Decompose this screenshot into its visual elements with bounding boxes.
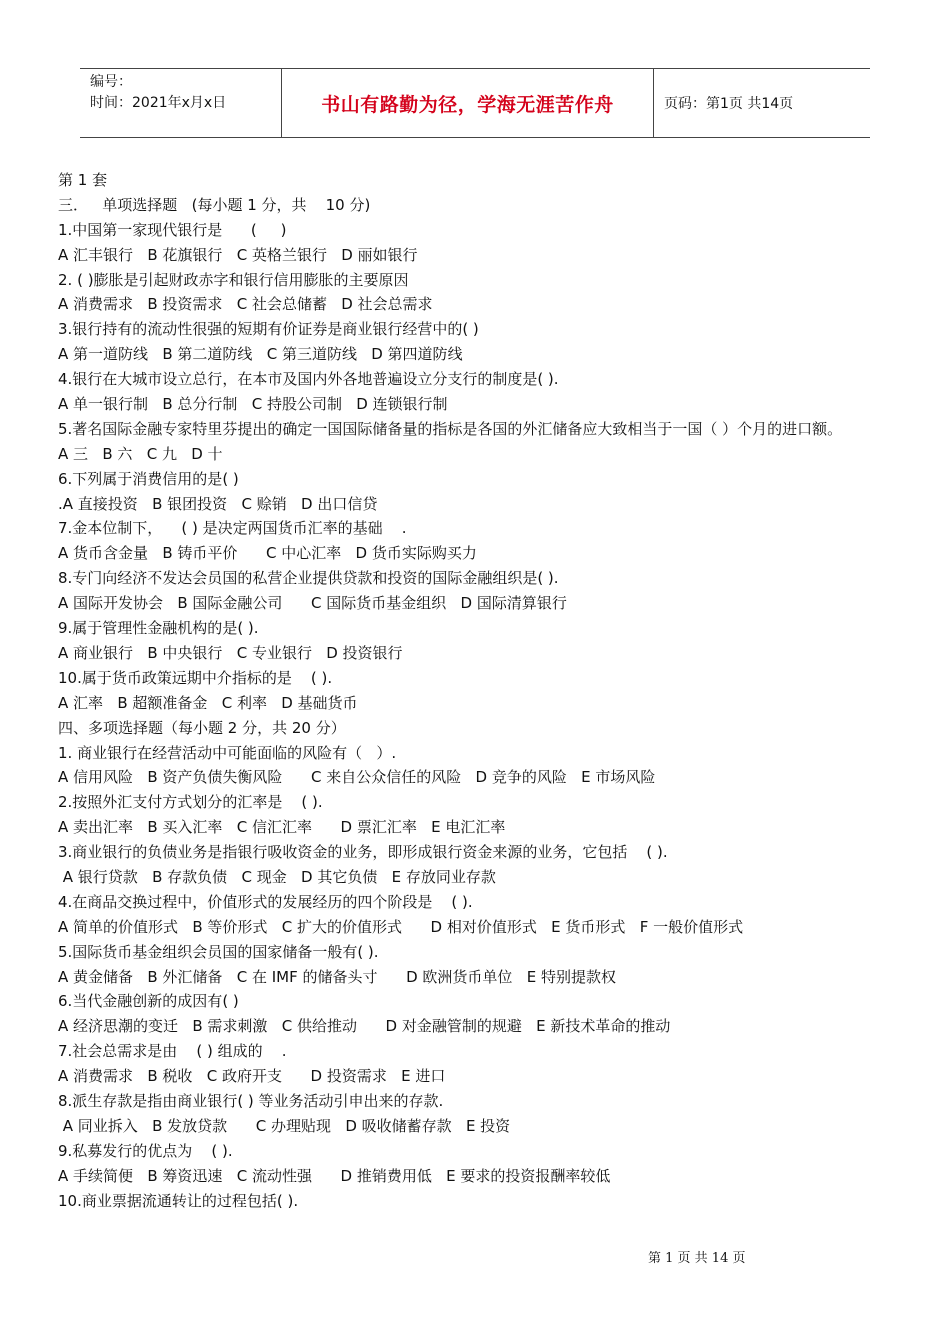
text-line: A 单一银行制 B 总分行制 C 持股公司制 D 连锁银行制 bbox=[58, 395, 448, 414]
document-body bbox=[58, 168, 898, 1213]
text-line: 1. 商业银行在经营活动中可能面临的风险有（ ）. bbox=[58, 743, 397, 762]
text-line: 8.专门向经济不发达会员国的私营企业提供贷款和投资的国际金融组织是( ). bbox=[58, 569, 559, 588]
text-line: A 商业银行 B 中央银行 C 专业银行 D 投资银行 bbox=[58, 643, 403, 662]
page-footer: 第 1 页 共 14 页 bbox=[648, 1251, 746, 1266]
text-line: A 消费需求 B 投资需求 C 社会总储蓄 D 社会总需求 bbox=[58, 295, 433, 314]
text-line: A 消费需求 B 税收 C 政府开支 D 投资需求 E 进口 bbox=[58, 1067, 446, 1086]
text-line: 4.银行在大城市设立总行，在本市及国内外各地普遍设立分支行的制度是( ). bbox=[58, 370, 559, 389]
text-line: A 手续简便 B 筹资迅速 C 流动性强 D 推销费用低 E 要求的投资报酬率较低 bbox=[58, 1166, 611, 1185]
text-line: A 同业拆入 B 发放贷款 C 办理贴现 D 吸收储蓄存款 E 投资 bbox=[58, 1116, 511, 1135]
text-line: A 卖出汇率 B 买入汇率 C 信汇汇率 D 票汇汇率 E 电汇汇率 bbox=[58, 818, 506, 837]
text-line: 7.社会总需求是由 ( ) 组成的 . bbox=[58, 1042, 287, 1061]
text-line: 5.著名国际金融专家特里芬提出的确定一国国际储备量的指标是各国的外汇储备应大致相当于一国（ ）个月的进口额。 bbox=[58, 419, 843, 438]
text-line: 5.国际货币基金组织会员国的国家储备一般有( ). bbox=[58, 942, 379, 961]
number-label: 编号： bbox=[90, 74, 132, 90]
text-line: 8.派生存款是指由商业银行( ) 等业务活动引申出来的存款. bbox=[58, 1091, 444, 1110]
text-line: 三． 单项选择题 (每小题 1 分，共 10 分) bbox=[58, 195, 371, 214]
header-page-info: 页码：第1页 共14页 bbox=[664, 96, 794, 112]
text-line: A 银行贷款 B 存款负债 C 现金 D 其它负债 E 存放同业存款 bbox=[58, 867, 496, 886]
text-line: 4.在商品交换过程中，价值形式的发展经历的四个阶段是 ( ). bbox=[58, 892, 473, 911]
text-line: 2.按照外汇支付方式划分的汇率是 ( ). bbox=[58, 793, 323, 812]
text-line: A 货币含金量 B 铸币平价 C 中心汇率 D 货币实际购买力 bbox=[58, 544, 477, 563]
text-line: 3.商业银行的负债业务是指银行吸收资金的业务，即形成银行资金来源的业务，它包括 ( ). bbox=[58, 843, 668, 862]
text-line: A 三 B 六 C 九 D 十 bbox=[58, 444, 223, 463]
text-line: 第 1 套 bbox=[58, 171, 108, 189]
text-line: A 国际开发协会 B 国际金融公司 C 国际货币基金组织 D 国际清算银行 bbox=[58, 594, 567, 613]
text-line: A 第一道防线 B 第二道防线 C 第三道防线 D 第四道防线 bbox=[58, 345, 463, 364]
text-line: 3.银行持有的流动性很强的短期有价证券是商业银行经营中的( ) bbox=[58, 320, 479, 339]
text-line: 7.金本位制下， ( ) 是决定两国货币汇率的基础 . bbox=[58, 519, 407, 538]
text-line: 1.中国第一家现代银行是 ( ) bbox=[58, 220, 287, 239]
text-line: 9.私募发行的优点为 ( ). bbox=[58, 1141, 233, 1160]
text-line: A 经济思潮的变迁 B 需求刺激 C 供给推动 D 对金融管制的规避 E 新技术革命的推动 bbox=[58, 1017, 671, 1036]
text-line: A 汇率 B 超额准备金 C 利率 D 基础货币 bbox=[58, 693, 358, 712]
time-label: 时间：2021年x月x日 bbox=[90, 95, 227, 111]
text-line: 2. ( )膨胀是引起财政赤字和银行信用膨胀的主要原因 bbox=[58, 270, 409, 289]
text-line: A 信用风险 B 资产负债失衡风险 C 来自公众信任的风险 D 竞争的风险 E 市场风险 bbox=[58, 768, 656, 787]
page-header bbox=[80, 68, 870, 138]
text-line: 9.属于管理性金融机构的是( ). bbox=[58, 619, 259, 638]
text-line: 6.下列属于消费信用的是( ) bbox=[58, 469, 239, 488]
header-meta bbox=[80, 69, 282, 137]
text-line: 四、多项选择题（每小题 2 分，共 20 分） bbox=[58, 718, 346, 737]
text-line: A 汇丰银行 B 花旗银行 C 英格兰银行 D 丽如银行 bbox=[58, 245, 418, 264]
text-line: 6.当代金融创新的成因有( ) bbox=[58, 992, 239, 1011]
text-line: 10.商业票据流通转让的过程包括( ). bbox=[58, 1191, 299, 1210]
text-line: 10.属于货币政策远期中介指标的是 ( ). bbox=[58, 668, 333, 687]
header-motto: 书山有路勤为径，学海无涯苦作舟 bbox=[282, 69, 654, 137]
text-line: A 简单的价值形式 B 等价形式 C 扩大的价值形式 D 相对价值形式 E 货币形式 F 一般价值形式 bbox=[58, 917, 744, 936]
text-line: A 黄金储备 B 外汇储备 C 在 IMF 的储备头寸 D 欧洲货币单位 E 特别提款权 bbox=[58, 967, 616, 986]
text-line: .A 直接投资 B 银团投资 C 赊销 D 出口信贷 bbox=[58, 494, 378, 513]
